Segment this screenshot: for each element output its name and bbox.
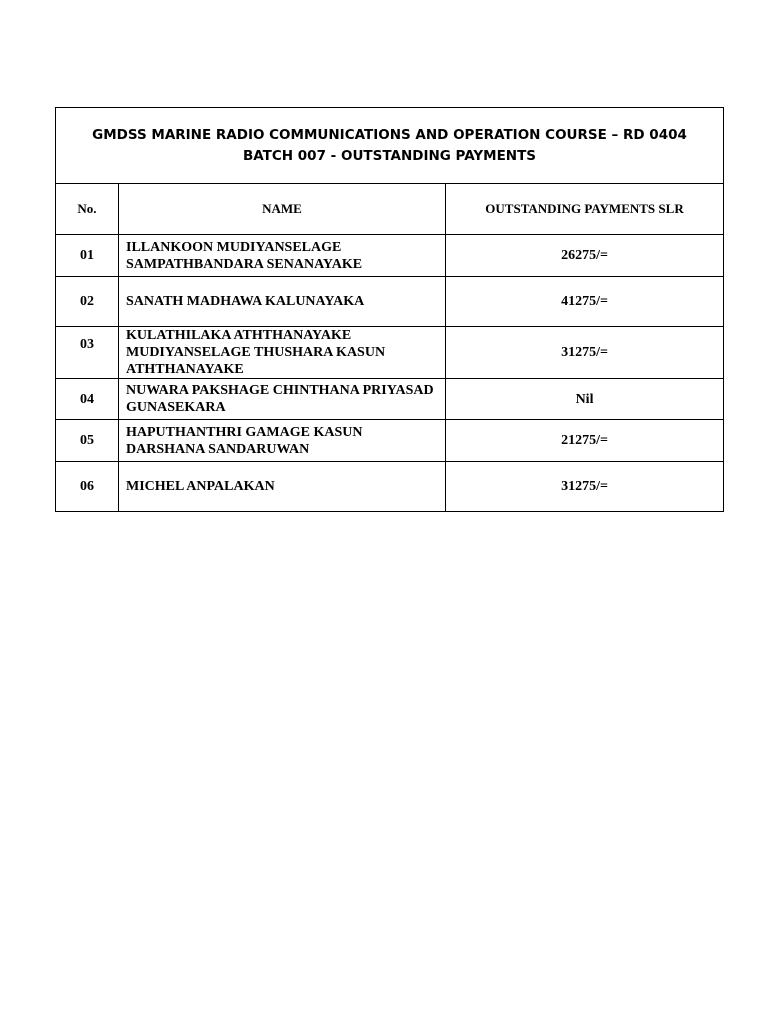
header-no: No. [56, 184, 119, 235]
outstanding-payments-sheet [55, 107, 723, 512]
row-number: 01 [56, 235, 119, 277]
row-number: 03 [56, 327, 119, 379]
title-line-2: BATCH 007 - OUTSTANDING PAYMENTS [242, 147, 537, 164]
row-number: 05 [56, 420, 119, 462]
table-row [56, 235, 724, 277]
table-row [56, 420, 724, 462]
title-line-1: GMDSS MARINE RADIO COMMUNICATIONS AND OPERATION COURSE – RD 0404 [92, 126, 687, 143]
table-row [56, 277, 724, 327]
row-name: KULATHILAKA ATHTHANAYAKE MUDIYANSELAGE THUSHARA KASUN ATHTHANAYAKE [119, 327, 446, 379]
row-number: 06 [56, 462, 119, 512]
table-row [56, 379, 724, 420]
row-name: NUWARA PAKSHAGE CHINTHANA PRIYASAD GUNASEKARA [119, 379, 446, 420]
row-name: MICHEL ANPALAKAN [119, 462, 446, 512]
row-name: ILLANKOON MUDIYANSELAGE SAMPATHBANDARA SENANAYAKE [119, 235, 446, 277]
header-payment: OUTSTANDING PAYMENTS SLR [446, 184, 724, 235]
row-payment: 31275/= [446, 327, 724, 379]
table-row [56, 462, 724, 512]
header-name: NAME [119, 184, 446, 235]
row-name: HAPUTHANTHRI GAMAGE KASUN DARSHANA SANDARUWAN [119, 420, 446, 462]
row-number: 02 [56, 277, 119, 327]
row-payment: Nil [446, 379, 724, 420]
row-payment: 26275/= [446, 235, 724, 277]
row-name: SANATH MADHAWA KALUNAYAKA [119, 277, 446, 327]
title-row [56, 108, 724, 184]
row-payment: 31275/= [446, 462, 724, 512]
row-payment: 41275/= [446, 277, 724, 327]
header-row [56, 184, 724, 235]
table-row [56, 327, 724, 379]
row-payment: 21275/= [446, 420, 724, 462]
payments-table [55, 107, 724, 512]
row-number: 04 [56, 379, 119, 420]
document-title [56, 108, 724, 184]
